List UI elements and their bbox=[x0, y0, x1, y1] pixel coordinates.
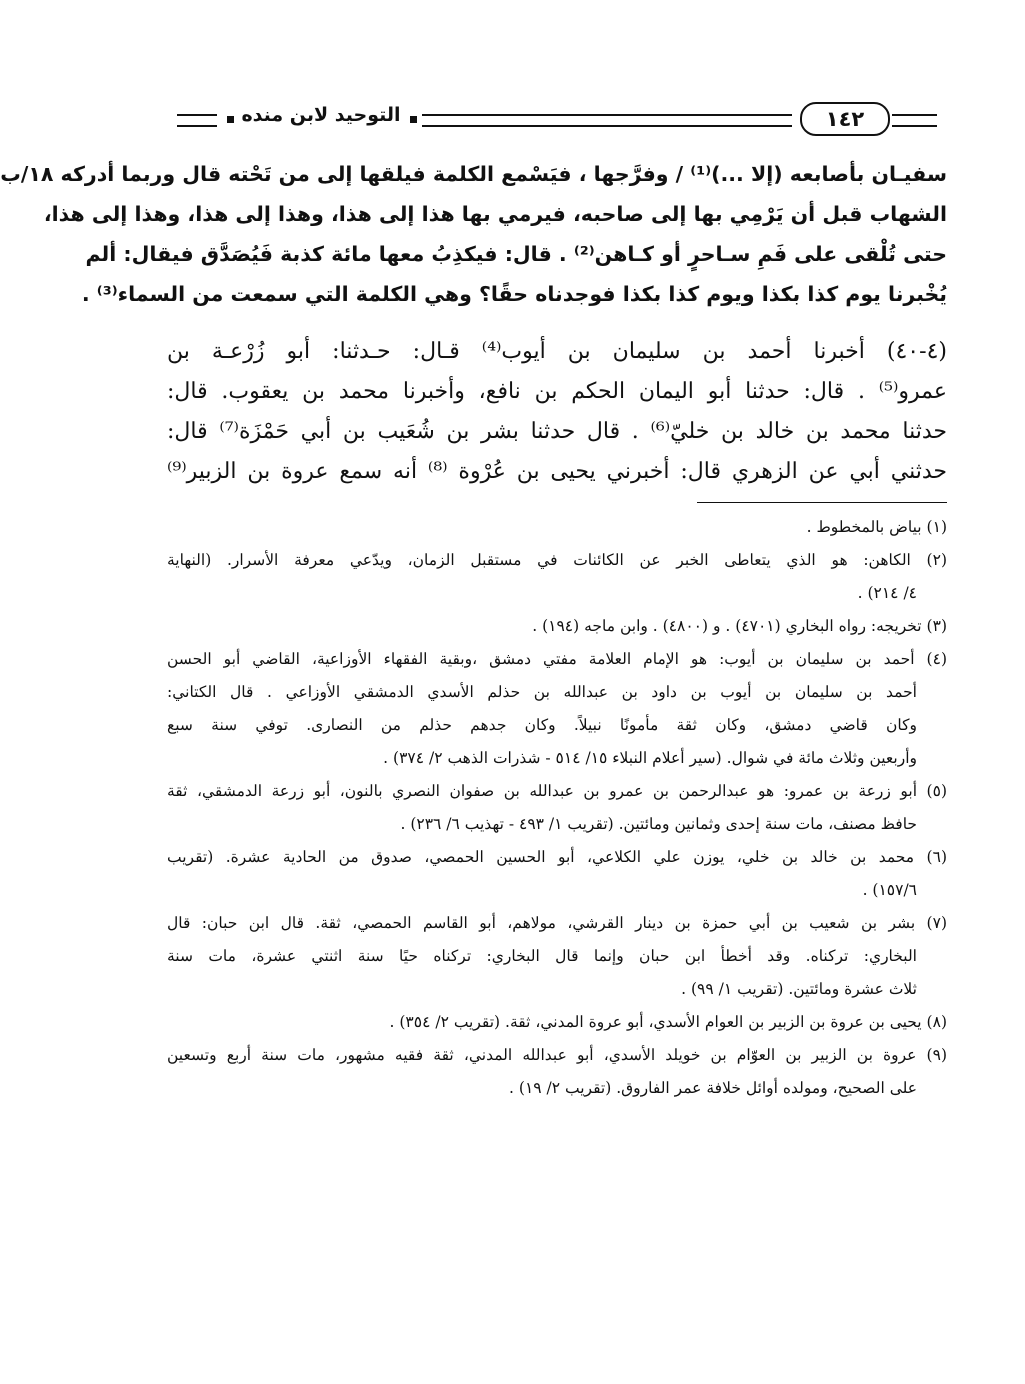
header-rule-left bbox=[177, 114, 217, 127]
footnote-5 bbox=[167, 775, 947, 841]
footnote-line: وأربعين وثلاث مائة في شوال. (سير أعلام النبلاء ١٥/ ٥١٤ - شذرات الذهب ٢/ ٣٧٤) . bbox=[383, 749, 917, 767]
footnote-line: على الصحيح، ومولده أوائل خلافة عمر الفاروق. (تقريب ٢/ ١٩) . bbox=[509, 1079, 917, 1097]
footnote-line: ٤/ ٢١٤) . bbox=[857, 584, 917, 602]
footnote-1 bbox=[167, 511, 947, 544]
page bbox=[0, 90, 947, 1105]
text-line: حدثنا محمد بن خالد بن خليّ⁽⁶⁾ . قال حدثنا بشر بن شُعَيب بن أبي حَمْزَة⁽⁷⁾ قال: bbox=[167, 419, 947, 444]
footnotes bbox=[167, 511, 947, 1105]
header-square-icon bbox=[227, 116, 234, 123]
header-rule-right bbox=[892, 114, 937, 127]
footnote-3 bbox=[167, 610, 947, 643]
footnote-8 bbox=[167, 1006, 947, 1039]
text-line: عمرو⁽⁵⁾ . قال: حدثنا أبو اليمان الحكم بن نافع، وأخبرنا محمد بن يعقوب. قال: bbox=[167, 379, 947, 404]
footnote-6 bbox=[167, 841, 947, 907]
footnote-line: البخاري: تركناه. وقد أخطأ ابن حبان وإنما قال البخاري: تركناه حيًا سنة اثنتي عشرة، مات سنة bbox=[167, 947, 917, 965]
text-line: سفيـان بأصابعه (إلا ...)⁽¹⁾ / وفرَّجها ، فيَسْمع الكلمة فيلقها إلى من تَحْته قال وربما أدركه ١٨/ب bbox=[0, 162, 947, 186]
text-line: (٤-٤٠) أخبرنا أحمد بن سليمان بن أيوب⁽⁴⁾ قـال: حـدثنا: أبو زُرْعـة بن bbox=[167, 339, 947, 364]
running-title: التوحيد لابن منده bbox=[241, 104, 401, 126]
footnote-line: وكان قاضي دمشق، وكان ثقة مأمونًا نبيلاً. وكان جدهم حذلم من النصارى. توفي سنة سبع bbox=[167, 716, 917, 734]
footnote-7 bbox=[167, 907, 947, 1006]
footnote-line: (١) بياض بالمخطوط . bbox=[806, 518, 947, 536]
footnote-2 bbox=[167, 544, 947, 610]
page-number: ١٤٢ bbox=[800, 102, 890, 136]
footnote-line: (٤) أحمد بن سليمان بن أيوب: هو الإمام العلامة مفتي دمشق ،وبقية الفقهاء الأوزاعية، القاضي أبو الحسن bbox=[167, 650, 947, 668]
page-header bbox=[167, 90, 947, 150]
footnote-4 bbox=[167, 643, 947, 775]
footnote-line: (٧) بشر بن شعيب بن أبي حمزة بن دينار القرشي، مولاهم، أبو القاسم الحمصي، ثقة. قال ابن حبان: قال bbox=[167, 914, 947, 932]
footnote-line: (٢) الكاهن: هو الذي يتعاطى الخبر عن الكائنات في مستقبل الزمان، ويدّعي معرفة الأسرار. (النهاية bbox=[167, 551, 947, 569]
footnote-9 bbox=[167, 1039, 947, 1105]
footnote-line: (٦) محمد بن خالد بن خلي، يوزن علي الكلاعي، أبو الحسين الحمصي، صدوق من الحادية عشرة. (تقريب bbox=[167, 848, 947, 866]
footnote-divider bbox=[697, 502, 947, 503]
footnote-line: ١٥٧/٦) . bbox=[862, 881, 917, 899]
footnote-line: حافظ مصنف، مات سنة إحدى وثمانين ومائتين. (تقريب ١/ ٤٩٣ - تهذيب ٦/ ٢٣٦) . bbox=[400, 815, 917, 833]
text-line: يُخْبرنا يوم كذا بكذا ويوم كذا بكذا فوجدناه حقًا؟ وهي الكلمة التي سمعت من السماء⁽³⁾ . bbox=[81, 282, 947, 306]
footnote-line: أحمد بن سليمان بن أيوب بن داود بن عبدالله بن حذلم الأسدي الدمشقي الأوزاعي . قال الكتاني: bbox=[167, 683, 917, 701]
hadith-paragraph bbox=[167, 332, 947, 492]
footnote-line: (٩) عروة بن الزبير بن العوّام بن خويلد الأسدي، أبو عبدالله المدني، ثقة فقيه مشهور، مات سنة أربع وتسعين bbox=[167, 1046, 947, 1064]
main-text-top bbox=[0, 154, 947, 314]
footnote-line: (٨) يحيى بن عروة بن الزبير بن العوام الأسدي، أبو عروة المدني، ثقة. (تقريب ٢/ ٣٥٤) . bbox=[389, 1013, 947, 1031]
text-line: حتى تُلْقى على فَمِ سـاحرٍ أو كـاهن⁽²⁾ . قال: فيكذِبُ معها مائة كذبة فَيُصَدَّق فيقال: ألم bbox=[85, 242, 947, 266]
text-line: حدثني أبي عن الزهري قال: أخبرني يحيى بن عُرْوة ⁽⁸⁾ أنه سمع عروة بن الزبير⁽⁹⁾ bbox=[167, 459, 947, 484]
footnote-line: (٣) تخريجه: رواه البخاري (٤٧٠١) . و (٤٨٠٠) . وابن ماجه (١٩٤) . bbox=[532, 617, 947, 635]
header-rule-middle bbox=[422, 114, 792, 127]
header-square-icon bbox=[410, 116, 417, 123]
text-line: الشهاب قبل أن يَرْمِي بها إلى صاحبه، فيرمي بها هذا إلى هذا، وهذا إلى هذا، وهذا إلى هذا، bbox=[43, 202, 947, 226]
footnote-line: (٥) أبو زرعة بن عمرو: هو عبدالرحمن بن عمرو بن عبدالله بن صفوان النصري بالنون، أبو زرعة الدمشقي، ثقة bbox=[167, 782, 947, 800]
footnote-line: ثلاث عشرة ومائتين. (تقريب ١/ ٩٩) . bbox=[681, 980, 917, 998]
